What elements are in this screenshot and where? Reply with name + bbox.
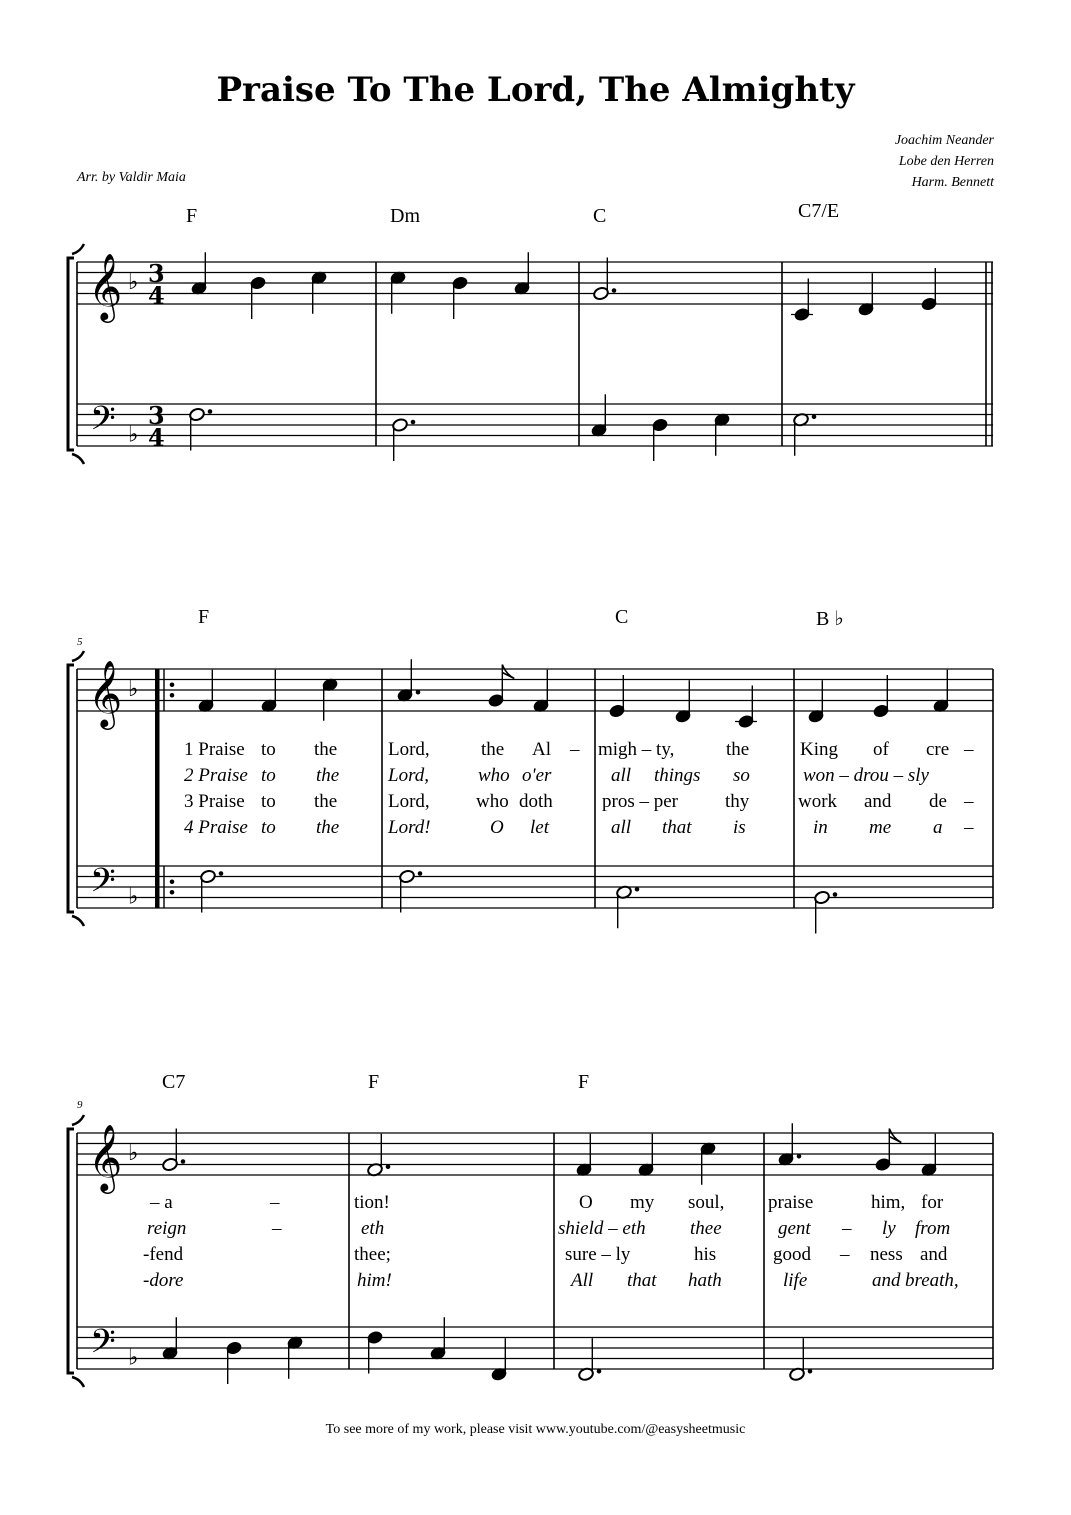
lyric-syllable: him, (871, 1192, 906, 1213)
footer-note: To see more of my work, please visit www.youtube.com/@easysheetmusic (325, 1422, 746, 1437)
lyric-syllable: gent (778, 1218, 811, 1239)
flat-icon: ♭ (128, 1141, 139, 1166)
bracket-hook (72, 454, 84, 464)
lyric-syllable: migh – ty, (598, 739, 675, 760)
system-bracket (68, 1129, 74, 1373)
flat-icon: ♭ (128, 884, 139, 910)
lyric-syllable: me (869, 817, 892, 838)
lyric-syllable: good (773, 1244, 811, 1265)
lyric-syllable: Lord! (388, 817, 431, 838)
lyric-syllable: 3 Praise (184, 791, 245, 812)
lyric-syllable: breath, (905, 1270, 959, 1291)
lyric-syllable: is (733, 817, 746, 838)
lyric-syllable: the (314, 791, 338, 812)
chord-symbol: B ♭ (816, 608, 844, 630)
lyric-syllable: pros – per (602, 791, 678, 812)
lyric-syllable: O (490, 817, 504, 838)
lyric-syllable: and (872, 1270, 901, 1291)
lyric-syllable: Lord, (388, 739, 430, 760)
lyric-syllable: – (842, 1218, 852, 1239)
lyric-syllable: that (627, 1270, 657, 1291)
lyric-syllable: hath (688, 1270, 722, 1291)
lyric-syllable: tion! (354, 1192, 390, 1213)
lyric-syllable: 2 Praise (184, 765, 248, 786)
lyric-syllable: the (316, 765, 340, 786)
treble-clef-icon: 𝄞 (88, 659, 123, 727)
repeat-thick-bar (155, 711, 160, 866)
lyric-syllable: – (840, 1244, 850, 1265)
lyric-syllable: the (726, 739, 750, 760)
augmentation-dot (416, 690, 421, 695)
lyric-syllable: shield – eth (558, 1218, 646, 1239)
chord-symbol: C7 (162, 1071, 186, 1093)
bracket-hook (72, 244, 84, 254)
lyric-syllable: who (478, 765, 510, 786)
lyric-syllable: the (314, 739, 338, 760)
lyric-syllable: to (261, 739, 276, 760)
harmonization-credit: Harm. Bennett (911, 175, 994, 190)
lyric-syllable: life (783, 1270, 808, 1291)
lyric-syllable: from (915, 1218, 951, 1239)
lyric-syllable: -fend (143, 1244, 184, 1265)
lyric-syllable: – (964, 791, 974, 812)
lyric-syllable: ness (870, 1244, 903, 1265)
note-flag (502, 665, 514, 679)
lyric-syllable: to (261, 791, 276, 812)
augmentation-dot (386, 1164, 391, 1169)
repeat-thick-bar (155, 866, 160, 908)
bass-clef-icon: 𝄢 (90, 862, 116, 908)
lyric-syllable: his (694, 1244, 717, 1265)
lyric-syllable: to (261, 817, 276, 838)
lyric-syllable: de (929, 791, 947, 812)
repeat-dot (170, 693, 175, 698)
lyric-syllable: – (570, 739, 580, 760)
bass-clef-icon: 𝄢 (90, 400, 116, 446)
lyric-syllable: praise (768, 1192, 814, 1213)
lyric-syllable: that (662, 817, 692, 838)
lyric-syllable: thee (690, 1218, 722, 1239)
augmentation-dot (219, 871, 224, 876)
bracket-hook (72, 916, 84, 926)
lyric-syllable: – (272, 1218, 282, 1239)
repeat-dot (170, 890, 175, 895)
lyric-syllable: soul, (688, 1192, 725, 1213)
lyric-syllable: all (611, 765, 632, 786)
tune-credit: Lobe den Herren (898, 154, 994, 169)
lyric-syllable: 1 Praise (184, 739, 245, 760)
treble-clef-icon: 𝄞 (88, 1123, 123, 1191)
lyric-syllable: and (864, 791, 892, 812)
flat-icon: ♭ (128, 677, 139, 702)
lyric-syllable: King (800, 739, 838, 760)
lyric-syllable: – (964, 739, 974, 760)
note-flag (889, 1129, 901, 1143)
lyric-syllable: to (261, 765, 276, 786)
measure-number: 9 (77, 1099, 83, 1111)
chord-symbol: F (186, 205, 198, 227)
lyric-syllable: eth (361, 1218, 385, 1239)
lyric-syllable: doth (519, 791, 553, 812)
repeat-thick-bar (155, 669, 160, 711)
chord-symbol: C7/E (798, 200, 840, 222)
augmentation-dot (812, 414, 817, 419)
lyric-syllable: who (476, 791, 509, 812)
lyric-syllable: of (873, 739, 889, 760)
lyric-syllable: won – drou – sly (803, 765, 929, 786)
page-title: Praise To The Lord, The Almighty (216, 70, 855, 110)
chord-symbol: F (578, 1071, 590, 1093)
augmentation-dot (418, 871, 423, 876)
augmentation-dot (411, 420, 416, 425)
composer-credit: Joachim Neander (894, 133, 994, 148)
lyric-syllable: thy (725, 791, 750, 812)
lyric-syllable: him! (357, 1270, 392, 1291)
lyric-syllable: O (579, 1192, 593, 1213)
time-signature-denominator: 4 (148, 281, 165, 310)
lyric-syllable: sure – ly (565, 1244, 631, 1265)
augmentation-dot (181, 1159, 186, 1164)
arranger-credit: Arr. by Valdir Maia (77, 170, 186, 185)
lyric-syllable: work (798, 791, 838, 812)
augmentation-dot (635, 887, 640, 892)
repeat-dot (170, 879, 175, 884)
augmentation-dot (808, 1369, 813, 1374)
bracket-hook (72, 1377, 84, 1387)
lyric-syllable: – (270, 1192, 280, 1213)
lyric-syllable: the (481, 739, 505, 760)
augmentation-dot (797, 1154, 802, 1159)
chord-symbol: C (615, 606, 629, 628)
chord-symbol: F (198, 606, 210, 628)
lyric-syllable: let (530, 817, 549, 838)
lyric-syllable: – a (150, 1192, 173, 1213)
lyric-syllable: o'er (522, 765, 552, 786)
lyric-syllable: -dore (143, 1270, 184, 1291)
lyric-syllable: ly (882, 1218, 896, 1239)
lyric-syllable: and (920, 1244, 948, 1265)
bracket-hook (72, 651, 84, 661)
lyric-syllable: Lord, (388, 791, 430, 812)
chord-symbol: F (368, 1071, 380, 1093)
flat-icon: ♭ (128, 1345, 139, 1371)
lyric-syllable: thee; (354, 1244, 391, 1265)
lyric-syllable: All (571, 1270, 594, 1291)
lyric-syllable: 4 Praise (184, 817, 248, 838)
lyric-syllable: so (733, 765, 750, 786)
time-signature-numerator: 3 (148, 259, 165, 288)
lyric-syllable: Al (532, 739, 551, 760)
lyric-syllable: reign (147, 1218, 187, 1239)
lyric-syllable: cre (926, 739, 950, 760)
chord-symbol: C (593, 205, 607, 227)
augmentation-dot (833, 892, 838, 897)
lyric-syllable: a (933, 817, 943, 838)
lyric-syllable: things (654, 765, 701, 786)
time-signature-denominator: 4 (148, 423, 165, 452)
chord-symbol: Dm (390, 205, 420, 227)
augmentation-dot (612, 288, 617, 293)
repeat-dot (170, 682, 175, 687)
flat-icon: ♭ (128, 422, 139, 448)
lyric-syllable: my (630, 1192, 655, 1213)
flat-icon: ♭ (128, 270, 139, 295)
system-bracket (68, 665, 74, 912)
lyric-syllable: Lord, (388, 765, 430, 786)
measure-number: 5 (77, 636, 83, 648)
lyric-syllable: in (813, 817, 828, 838)
augmentation-dot (597, 1369, 602, 1374)
time-signature-numerator: 3 (148, 401, 165, 430)
bass-clef-icon: 𝄢 (90, 1323, 116, 1369)
treble-clef-icon: 𝄞 (88, 252, 123, 320)
lyric-syllable: for (921, 1192, 944, 1213)
lyric-syllable: the (316, 817, 340, 838)
lyric-syllable: all (611, 817, 632, 838)
system-bracket (68, 258, 74, 450)
bracket-hook (72, 1115, 84, 1125)
augmentation-dot (208, 409, 213, 414)
lyric-syllable: – (964, 817, 974, 838)
